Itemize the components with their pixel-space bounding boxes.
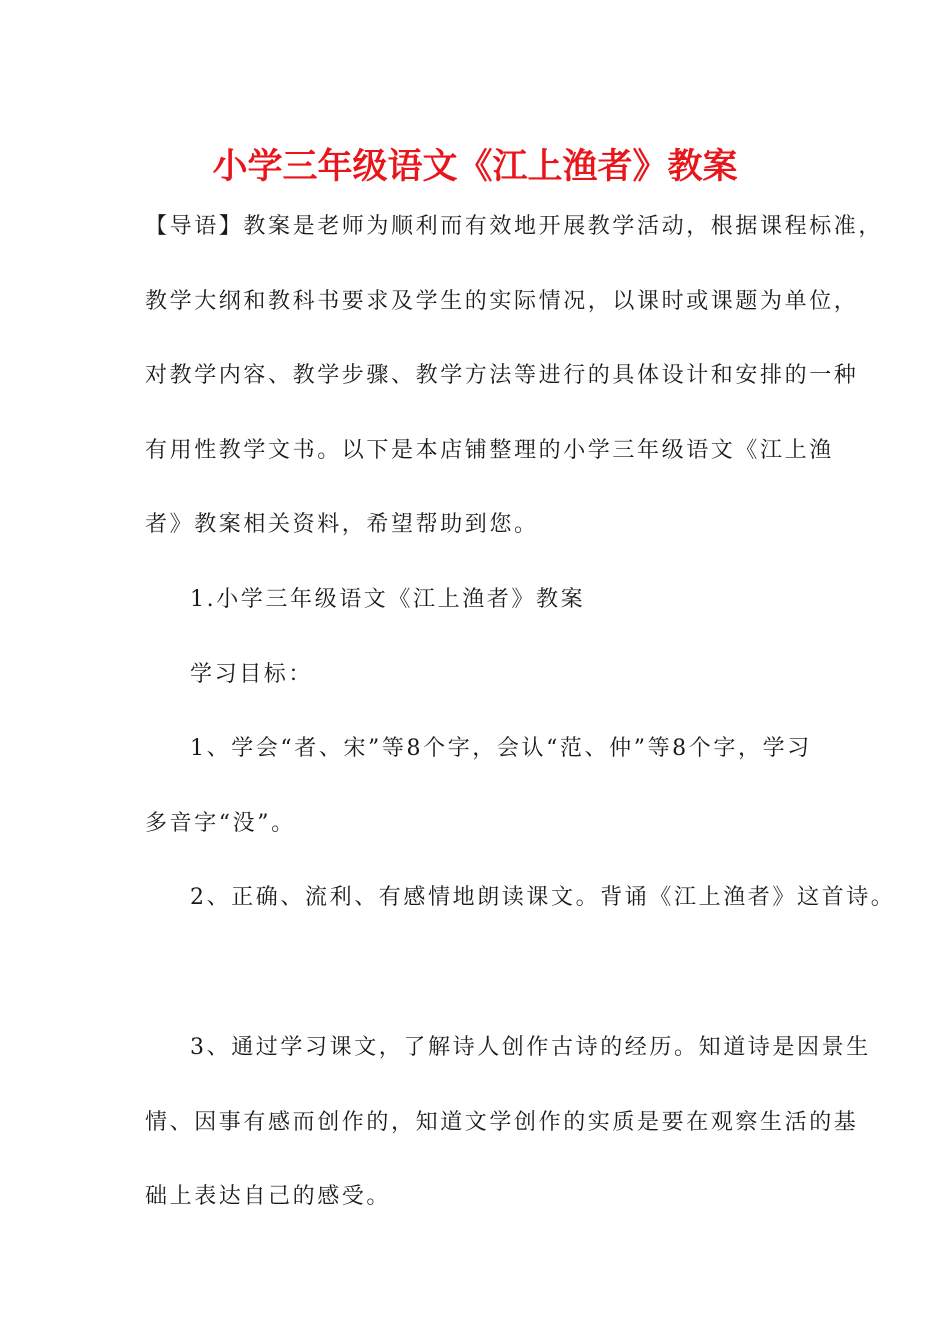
intro-line-3: 对教学内容、教学步骤、教学方法等进行的具体设计和安排的一种 (145, 363, 859, 388)
objective-3-line-1: 3、通过学习课文，了解诗人创作古诗的经历。知道诗是因景生 (190, 1035, 871, 1060)
objective-1-line-2: 多音字“没”。 (145, 811, 296, 836)
intro-line-1: 【导语】教案是老师为顺利而有效地开展教学活动，根据课程标准， (145, 214, 884, 239)
objective-3-line-2: 情、因事有感而创作的，知道文学创作的实质是要在观察生活的基 (145, 1110, 859, 1135)
objective-3-line-3: 础上表达自己的感受。 (145, 1184, 392, 1209)
objectives-label: 学习目标： (190, 662, 314, 687)
intro-line-2: 教学大纲和教科书要求及学生的实际情况，以课时或课题为单位， (145, 289, 859, 314)
intro-line-5: 者》教案相关资料，希望帮助到您。 (145, 512, 539, 537)
objective-2: 2、正确、流利、有感情地朗读课文。背诵《江上渔者》这首诗。 (190, 885, 896, 910)
intro-line-4: 有用性教学文书。以下是本店铺整理的小学三年级语文《江上渔 (145, 438, 834, 463)
document-title: 小学三年级语文《江上渔者》教案 (212, 147, 738, 187)
objective-1-line-1: 1、学会“者、宋”等8个字，会认“范、仲”等8个字，学习 (190, 736, 812, 761)
section-heading: 1.小学三年级语文《江上渔者》教案 (190, 587, 586, 612)
